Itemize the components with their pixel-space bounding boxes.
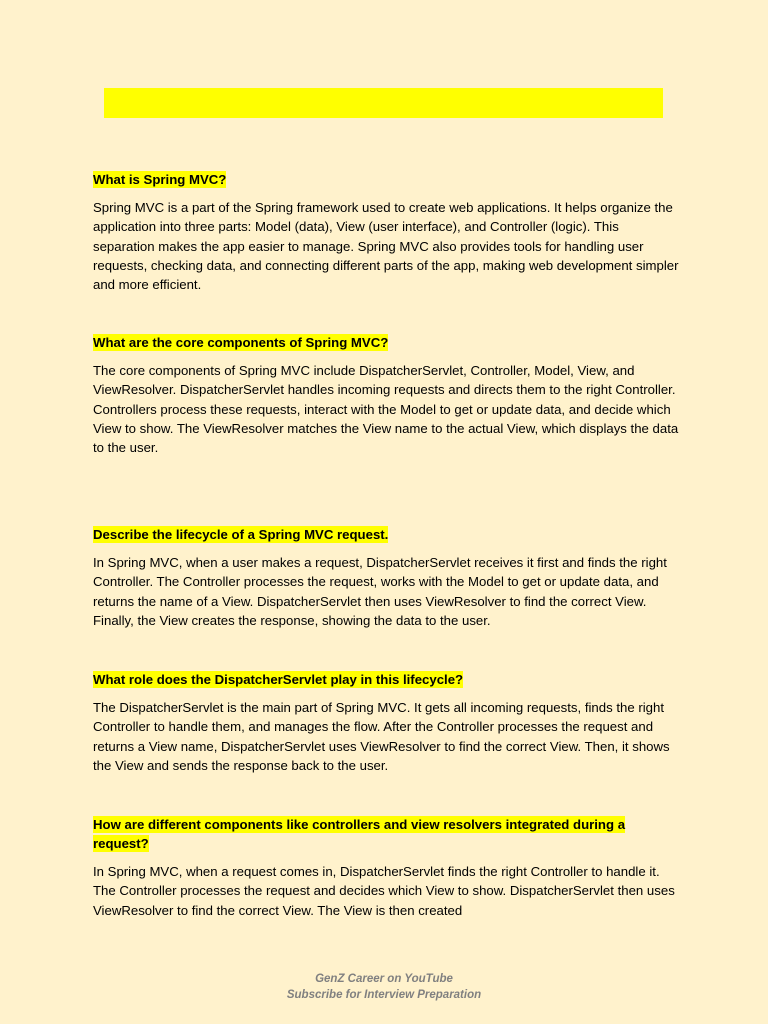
answer-text: The core components of Spring MVC include DispatcherServlet, Controller, Model, View, and ViewResolver. DispatcherServlet handles incoming requests and directs them to the right Controller. Controllers process these requests, interact with the Model to get or update data, and decide which View to show. The ViewResolver matches the View name to the actual View, which displays the data to the user. [93, 363, 679, 456]
footer-channel-line: GenZ Career on YouTube [315, 973, 453, 985]
question-heading [93, 525, 683, 544]
qa-section-1 [93, 170, 683, 294]
question-text: How are different components like controllers and view resolvers integrated during a request? [93, 817, 626, 851]
qa-section-5 [93, 815, 683, 920]
question-heading [93, 815, 683, 853]
answer-text: The DispatcherServlet is the main part of Spring MVC. It gets all incoming requests, finds the right Controller to handle them, and manages the flow. After the Controller processes the request and returns a View name, DispatcherServlet uses ViewResolver to find the correct View. Then, it shows the View and sends the response back to the user. [93, 700, 670, 773]
question-heading [93, 670, 683, 689]
question-text: Describe the lifecycle of a Spring MVC request. [93, 527, 389, 542]
question-heading [93, 333, 683, 352]
footer-subscribe-line: Subscribe for Interview Preparation [286, 989, 482, 1001]
question-text: What is Spring MVC? [93, 172, 227, 187]
qa-section-4 [93, 670, 683, 775]
question-heading [93, 170, 683, 189]
answer-text: In Spring MVC, when a request comes in, DispatcherServlet finds the right Controller to handle it. The Controller processes the request and decides which View to show. DispatcherServlet then uses ViewResolver to find the correct View. The View is then created [93, 864, 675, 918]
answer-text: Spring MVC is a part of the Spring framework used to create web applications. It helps organize the application into three parts: Model (data), View (user interface), and Controller (logic). This separation makes the app easier to manage. Spring MVC also provides tools for handling user requests, checking data, and connecting different parts of the app, making web development simpler and more efficient. [93, 200, 679, 293]
answer-text: In Spring MVC, when a user makes a request, DispatcherServlet receives it first and finds the right Controller. The Controller processes the request, works with the Model to get or update data, and returns the name of a View. DispatcherServlet then uses ViewResolver to find the correct View. Finally, the View creates the response, showing the data to the user. [93, 555, 667, 628]
qa-section-2 [93, 333, 683, 457]
question-text: What role does the DispatcherServlet play in this lifecycle? [93, 672, 464, 687]
title-highlight-bar [104, 88, 663, 118]
question-text: What are the core components of Spring MVC? [93, 335, 389, 350]
qa-section-3 [93, 525, 683, 630]
